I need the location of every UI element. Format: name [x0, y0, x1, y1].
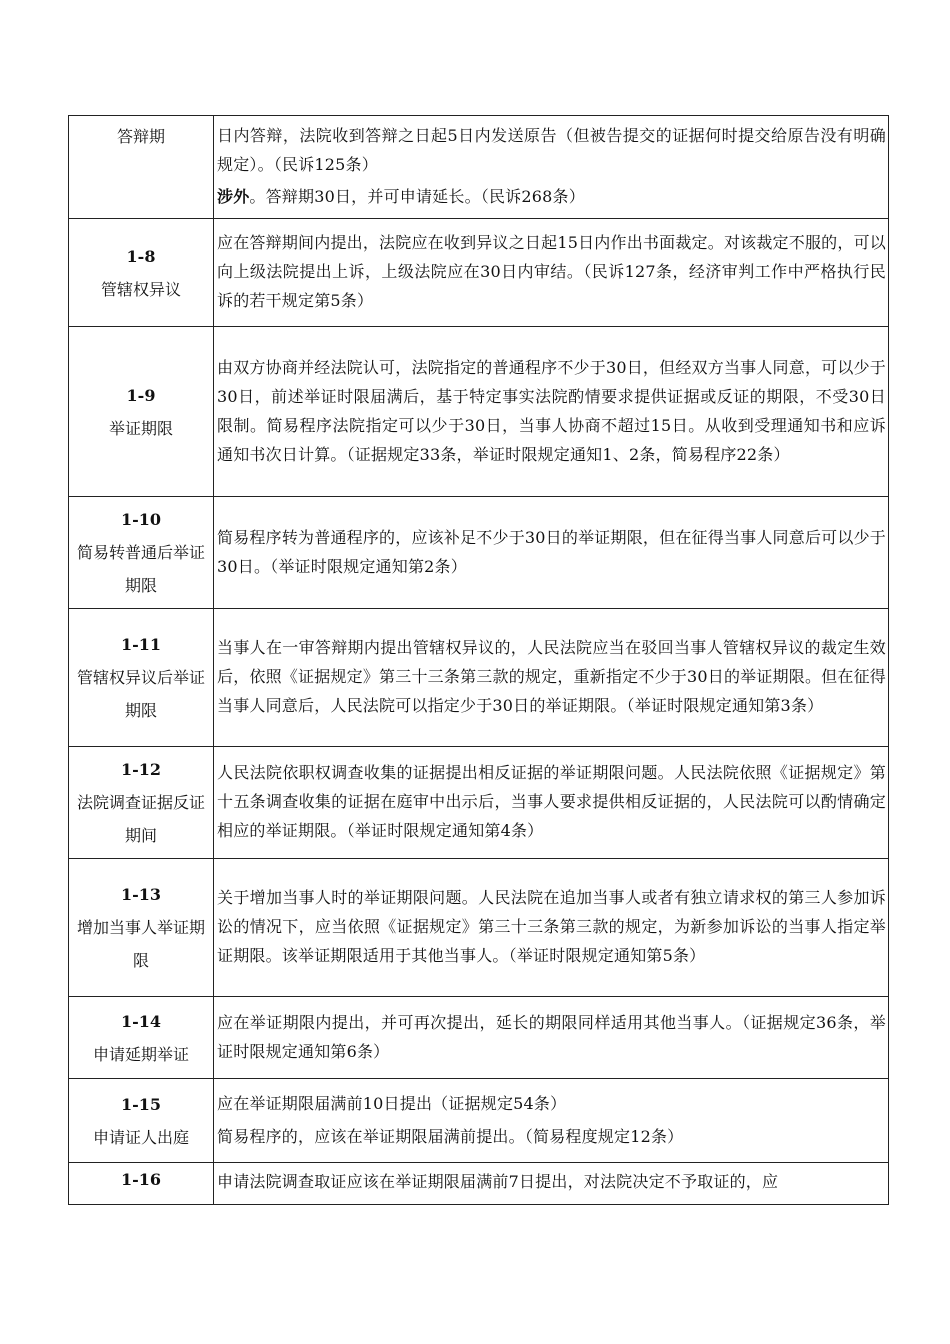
row-content-cell — [214, 609, 889, 747]
row-paragraph: 关于增加当事人时的举证期限问题。人民法院在追加当事人或者有独立请求权的第三人参加诉讼的情况下，应当依照《证据规定》第三十三条第三款的规定，为新参加诉讼的当事人指定举证期限。该举证期限适用于其他当事人。（举证时限规定通知第5条） — [217, 888, 886, 965]
row-content-cell — [214, 116, 889, 219]
table-row — [69, 609, 889, 747]
table-row — [69, 997, 889, 1079]
table-row — [69, 497, 889, 609]
row-paragraph: 当事人在一审答辩期内提出管辖权异议的，人民法院应当在驳回当事人管辖权异议的裁定生效后，依照《证据规定》第三十三条第三款的规定，重新指定不少于30日的举证期限。但在征得当事人同意后，人民法院可以指定少于30日的举证期限。（举证时限规定通知第3条） — [217, 638, 886, 715]
row-name: 法院调查证据反证期间 — [76, 793, 205, 845]
row-paragraph: 涉外。答辩期30日，并可申请延长。（民诉268条） — [217, 187, 585, 206]
row-label-cell — [69, 219, 214, 327]
table-row — [69, 1079, 889, 1163]
row-name: 申请证人出庭 — [92, 1127, 189, 1147]
row-content-cell — [214, 747, 889, 859]
row-label-cell — [69, 116, 214, 219]
row-code: 1-11 — [120, 635, 162, 654]
row-paragraph: 简易程序转为普通程序的，应该补足不少于30日的举证期限，但在征得当事人同意后可以少于30日。（举证时限规定通知第2条） — [217, 527, 886, 576]
row-label-cell — [69, 1079, 214, 1163]
row-content-cell — [214, 327, 889, 497]
row-content-cell — [214, 497, 889, 609]
row-label-cell — [69, 497, 214, 609]
row-paragraph: 人民法院依职权调查收集的证据提出相反证据的举证期限问题。人民法院依照《证据规定》第十五条调查收集的证据在庭审中出示后，当事人要求提供相反证据的，人民法院可以酌情确定相应的举证期限。（举证时限规定通知第4条） — [217, 763, 886, 840]
row-code: 1-13 — [120, 885, 162, 904]
row-name: 举证期限 — [108, 418, 173, 438]
row-content-cell — [214, 1079, 889, 1163]
row-label-cell — [69, 327, 214, 497]
row-content-cell — [214, 859, 889, 997]
row-name: 申请延期举证 — [92, 1044, 189, 1064]
row-name: 管辖权异议后举证期限 — [76, 668, 205, 720]
row-code: 1-16 — [120, 1170, 162, 1189]
row-paragraph: 应在答辩期间内提出，法院应在收到异议之日起15日内作出书面裁定。对该裁定不服的，可以向上级法院提出上诉，上级法院应在30日内审结。（民诉127条，经济审判工作中严格执行民诉的若干规定第5条） — [217, 233, 886, 310]
row-label-cell — [69, 859, 214, 997]
row-name: 简易转普通后举证期限 — [76, 543, 205, 595]
paragraph-lead: 涉外 — [217, 187, 250, 206]
row-paragraph: 由双方协商并经法院认可，法院指定的普通程序不少于30日，但经双方当事人同意，可以少于30日，前述举证时限届满后，基于特定事实法院酌情要求提供证据或反证的期限，不受30日限制。简易程序法院指定可以少于30日，当事人协商不超过15日。从收到受理通知书和应诉通知书次日计算。（证据规定33条，举证时限规定通知1、2条，简易程序22条） — [217, 357, 886, 464]
row-label-cell — [69, 1163, 214, 1205]
row-code: 1-9 — [126, 385, 156, 405]
row-name: 增加当事人举证期限 — [76, 918, 205, 970]
row-paragraph: 日内答辩，法院收到答辩之日起5日内发送原告（但被告提交的证据何时提交给原告没有明确规定）。（民诉125条） — [217, 126, 886, 174]
row-content-cell — [214, 997, 889, 1079]
row-code: 1-8 — [126, 246, 156, 266]
row-label-cell — [69, 609, 214, 747]
row-label-cell — [69, 747, 214, 859]
table-row — [69, 859, 889, 997]
row-label-cell — [69, 997, 214, 1079]
table-row — [69, 1163, 889, 1205]
row-paragraph: 应在举证期限届满前10日提出（证据规定54条） — [217, 1093, 567, 1113]
table-row — [69, 327, 889, 497]
row-paragraph: 申请法院调查取证应该在举证期限届满前7日提出，对法院决定不予取证的，应 — [217, 1172, 779, 1191]
row-code: 1-14 — [120, 1011, 162, 1031]
row-code: 1-12 — [120, 760, 162, 779]
row-code: 1-15 — [120, 1094, 162, 1114]
row-code: 1-10 — [120, 510, 162, 529]
row-name: 管辖权异议 — [100, 279, 181, 299]
row-content-cell — [214, 1163, 889, 1205]
row-paragraph: 应在举证期限内提出，并可再次提出，延长的期限同样适用其他当事人。（证据规定36条，举证时限规定通知第6条） — [217, 1012, 886, 1061]
row-paragraph: 简易程序的，应该在举证期限届满前提出。（简易程度规定12条） — [217, 1126, 684, 1146]
row-name: 答辩期 — [116, 127, 165, 146]
table-row — [69, 747, 889, 859]
table-row — [69, 219, 889, 327]
row-content-cell — [214, 219, 889, 327]
rules-table — [68, 115, 889, 1205]
table-row — [69, 116, 889, 219]
